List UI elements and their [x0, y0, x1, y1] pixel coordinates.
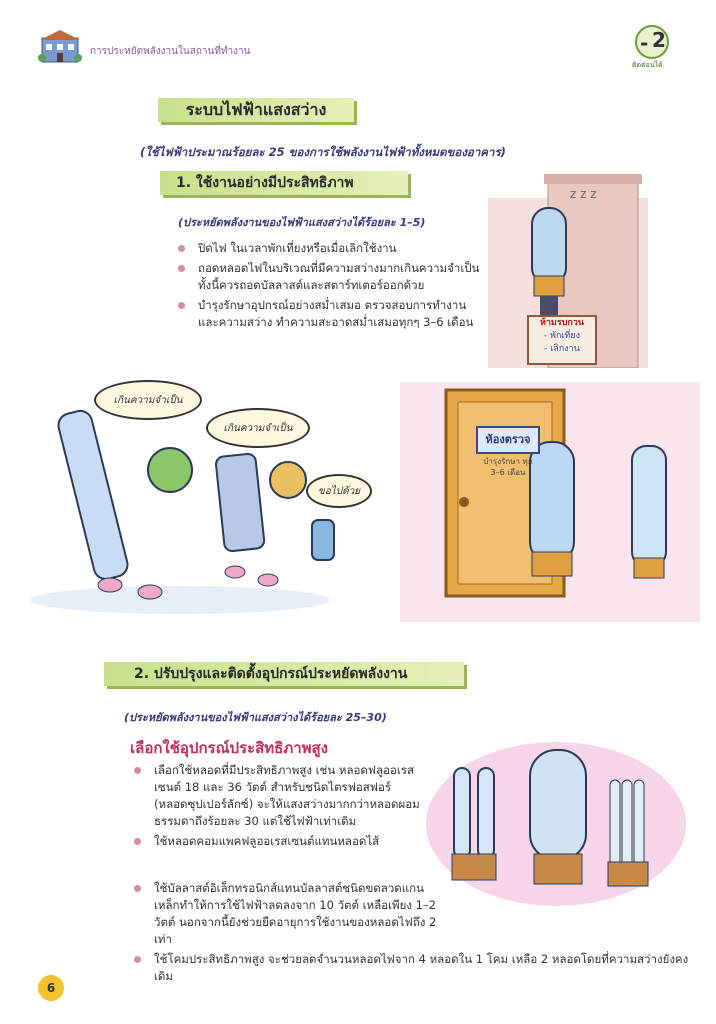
list-item: บำรุงรักษาอุปกรณ์อย่างสม่ำเสมอ ตรวจสอบการทำงาน และความสว่าง ทำความสะอาดสม่ำเสมอทุกๆ 3–6 เดือน: [174, 297, 484, 331]
list-item: ใช้หลอดคอมแพคฟลูออเรสเซนต์แทนหลอดไส้: [130, 833, 420, 850]
main-title: ระบบไฟฟ้าแสงสว่าง: [158, 98, 354, 122]
section1-note: (ประหยัดพลังงานของไฟฟ้าแสงสว่างได้ร้อยละ 1–5): [178, 216, 426, 229]
door-maintenance-note: บำรุงรักษา ทุก 3–6 เดือน: [483, 457, 533, 477]
header-building-logo: [38, 28, 82, 64]
header-logo-text: ติดต่อนได้: [632, 61, 663, 69]
list-item: เลือกใช้หลอดที่มีประสิทธิภาพสูง เช่น หลอดฟลูออเรสเซนต์ 18 และ 36 วัตต์ สำหรับชนิดไตรฟอสฟอร์ (หลอดซุปเปอร์ลักซ์) จะให้แสงสว่างมากกว่าหลอดผอมธรรมดาถึงร้อยละ 30 แต่ใช้ไฟฟ้าเท่าเดิม: [130, 762, 420, 830]
sign-line: - เลิกงาน: [544, 344, 580, 354]
sign-title: ห้ามรบกวน: [539, 318, 585, 328]
list-item: ถอดหลอดไฟในบริเวณที่มีความสว่างมากเกินความจำเป็น ทั้งนี้ควรถอดบัลลาสต์และสตาร์ทเตอร์ออกด้วย: [174, 260, 484, 294]
do-not-disturb-sign: [527, 315, 597, 365]
speech-bubble: เกินความจำเป็น: [94, 380, 202, 420]
speech-bubble: เกินความจำเป็น: [206, 408, 310, 448]
list-item: ใช้โคมประสิทธิภาพสูง จะช่วยลดจำนวนหลอดไฟจาก 4 หลอดใน 1 โคม เหลือ 2 หลอดโดยที่ความสว่างยังคงเดิม: [130, 951, 690, 985]
page-number: 6: [38, 975, 64, 1001]
speech-bubble: ขอไปด้วย: [306, 474, 372, 508]
main-note: (ใช้ไฟฟ้าประมาณร้อยละ 25 ของการใช้พลังงานไฟฟ้าทั้งหมดของอาคาร): [140, 145, 506, 159]
list-item: ใช้บัลลาสต์อิเล็กทรอนิกส์แทนบัลลาสต์ชนิดขดลวดแกนเหล็กทำให้การใช้ไฟฟ้าลดลงจาก 10 วัตต์ เหลือเพียง 1–2 วัตต์ นอกจากนี้ยังช่วยยืดอายุการใช้งานของหลอดไฟถึง 2 เท่า: [130, 880, 444, 948]
section1-bullet-list: [174, 240, 484, 334]
section2-subheading: เลือกใช้อุปกรณ์ประสิทธิภาพสูง: [130, 739, 329, 757]
door-sign-label: ห้องตรวจ: [485, 433, 531, 446]
header-minus2-logo: [622, 22, 682, 70]
list-item: ปิดไฟ ในเวลาพักเที่ยงหรือเมื่อเลิกใช้งาน: [174, 240, 484, 257]
svg-text:-: -: [640, 31, 649, 55]
sign-line: - พักเที่ยง: [543, 331, 581, 341]
section2-title: 2. ปรับปรุงและติดตั้งอุปกรณ์ประหยัดพลังงาน: [104, 662, 464, 686]
efficient-bulbs-illustration: [424, 728, 688, 908]
header-logo-number: 2: [652, 28, 666, 52]
section2-note: (ประหยัดพลังงานของไฟฟ้าแสงสว่างได้ร้อยละ 25–30): [124, 711, 387, 724]
header-title: การประหยัดพลังงานในสถานที่ทำงาน: [90, 46, 251, 57]
section1-title: 1. ใช้งานอย่างมีประสิทธิภาพ: [160, 171, 408, 195]
section2-bullet-list: [130, 762, 420, 853]
door-sign: [476, 426, 540, 454]
maintenance-door-illustration: [400, 382, 700, 622]
svg-text:z z z: z z z: [570, 187, 597, 201]
